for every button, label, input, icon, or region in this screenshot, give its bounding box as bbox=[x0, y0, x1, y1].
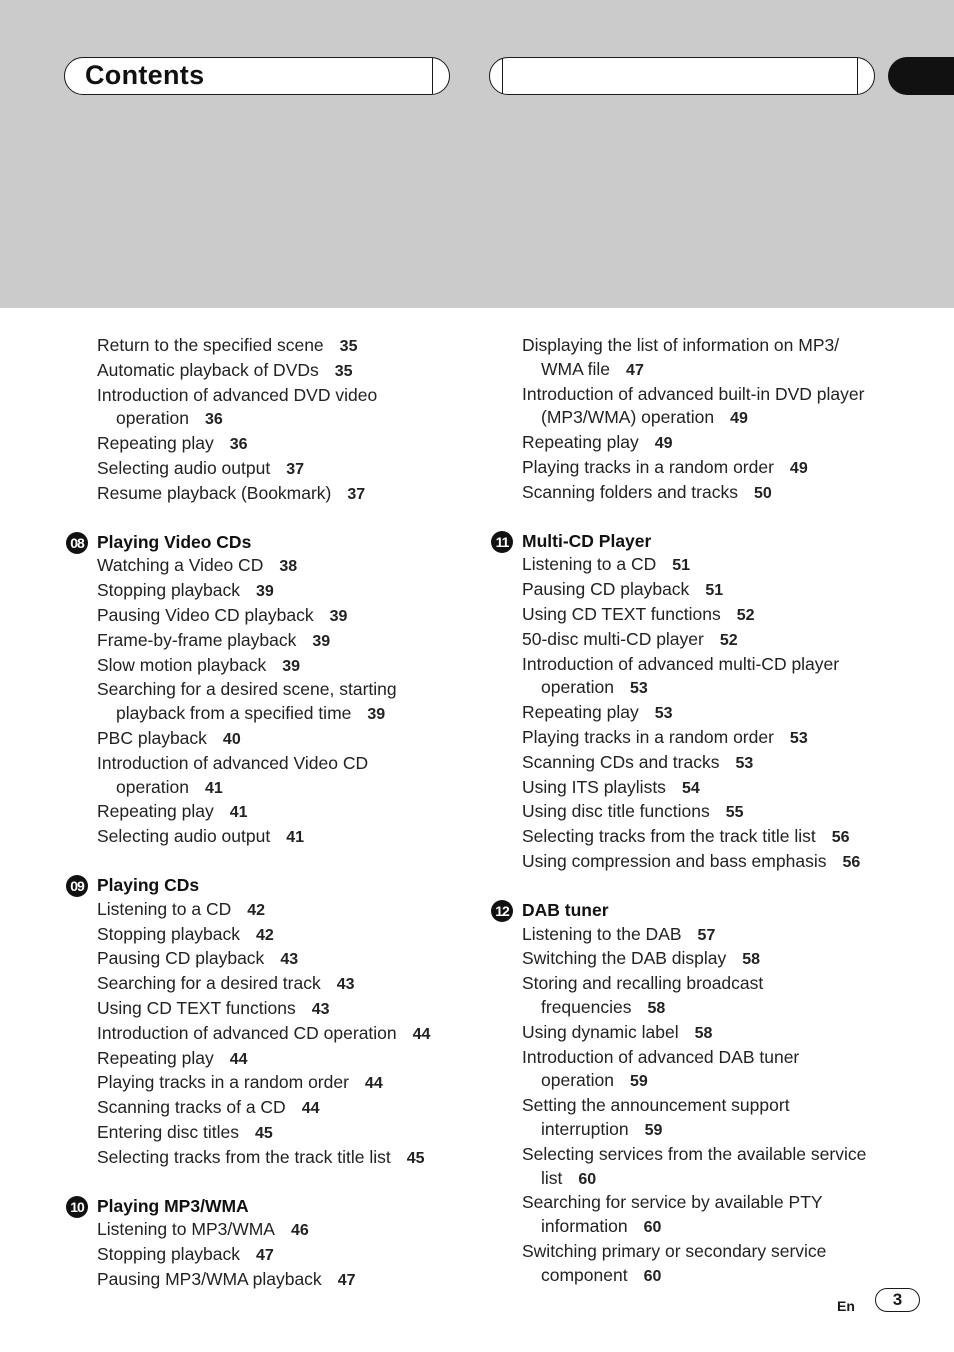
toc-entry-title: Frame-by-frame playback bbox=[97, 629, 297, 650]
toc-entry-title: Pausing MP3/WMA playback bbox=[97, 1268, 322, 1289]
toc-entry-title: Searching for a desired scene, starting bbox=[97, 679, 397, 700]
toc-section bbox=[65, 531, 465, 850]
toc-entry-title: Selecting tracks from the track title list bbox=[522, 826, 816, 847]
toc-entry[interactable] bbox=[65, 727, 465, 752]
toc-entry-title: Return to the specified scene bbox=[97, 335, 324, 355]
section-number-badge: 10 bbox=[66, 1196, 88, 1218]
toc-entry-continuation bbox=[522, 1215, 890, 1240]
toc-page-number: 39 bbox=[367, 706, 386, 724]
toc-page-number: 44 bbox=[229, 1050, 248, 1068]
toc-entry-title: 50-disc multi-CD player bbox=[522, 628, 704, 649]
language-label: En bbox=[837, 1298, 855, 1314]
toc-page-number: 42 bbox=[247, 901, 266, 919]
toc-entry[interactable] bbox=[65, 334, 465, 359]
toc-entry-continuation bbox=[522, 406, 890, 431]
toc-page-number: 37 bbox=[286, 460, 304, 478]
toc-entry-title: Storing and recalling broadcast bbox=[522, 973, 764, 994]
toc-entry[interactable] bbox=[65, 629, 465, 654]
toc-entry-title: list bbox=[541, 1167, 563, 1188]
toc-page-number: 37 bbox=[347, 485, 366, 503]
toc-entry[interactable] bbox=[65, 359, 465, 384]
toc-entry-title: Listening to the DAB bbox=[522, 923, 682, 944]
section-number-badge: 11 bbox=[491, 531, 513, 553]
banner-notch bbox=[432, 58, 449, 94]
section-heading[interactable] bbox=[65, 874, 465, 898]
toc-page-number: 44 bbox=[412, 1025, 431, 1043]
toc-entry[interactable] bbox=[490, 334, 890, 383]
toc-page-number: 51 bbox=[672, 557, 691, 575]
toc-page-number: 58 bbox=[742, 951, 761, 969]
toc-page-number: 43 bbox=[311, 1000, 330, 1018]
toc-entry-title: Listening to MP3/WMA bbox=[97, 1219, 275, 1240]
toc-page-number: 47 bbox=[256, 1247, 274, 1265]
toc-page-number: 45 bbox=[255, 1124, 273, 1142]
toc-entry-title: Scanning tracks of a CD bbox=[97, 1097, 286, 1118]
toc-entry[interactable] bbox=[490, 1046, 890, 1095]
toc-entry-title: Stopping playback bbox=[97, 1244, 241, 1265]
toc-page-number: 49 bbox=[789, 459, 808, 477]
page-number: 3 bbox=[875, 1288, 920, 1312]
toc-entry[interactable] bbox=[65, 579, 465, 604]
toc-entry-title: interruption bbox=[541, 1118, 629, 1139]
toc-entry[interactable] bbox=[65, 457, 465, 482]
banner-notch bbox=[502, 58, 519, 94]
toc-entry[interactable] bbox=[490, 1021, 890, 1046]
toc-entry-continuation bbox=[522, 676, 890, 701]
toc-page-number: 39 bbox=[282, 657, 301, 675]
toc-entry-title: Repeating play bbox=[522, 702, 639, 723]
toc-page-number: 51 bbox=[705, 582, 724, 600]
toc-entry[interactable] bbox=[490, 947, 890, 972]
toc-entry-title: information bbox=[541, 1216, 628, 1237]
toc-page-number: 53 bbox=[654, 705, 673, 723]
toc-entry-title: Using ITS playlists bbox=[522, 776, 666, 797]
toc-page-number: 60 bbox=[643, 1267, 662, 1285]
toc-entry-title: playback from a specified time bbox=[116, 703, 352, 724]
toc-entry-title: Introduction of advanced CD operation bbox=[97, 1022, 397, 1043]
toc-entry[interactable] bbox=[65, 800, 465, 825]
toc-page-number: 43 bbox=[336, 976, 355, 994]
page-title: Contents bbox=[85, 60, 205, 90]
toc-entry-title: Introduction of advanced DAB tuner bbox=[522, 1046, 800, 1067]
toc-entry[interactable] bbox=[65, 482, 465, 507]
toc-entry[interactable] bbox=[490, 553, 890, 578]
toc-entry-title: Selecting tracks from the track title list bbox=[97, 1146, 391, 1167]
toc-entry[interactable] bbox=[65, 972, 465, 997]
toc-entry[interactable] bbox=[65, 384, 465, 433]
toc-entry-title: Listening to a CD bbox=[97, 898, 232, 919]
toc-entry-title: frequencies bbox=[541, 996, 632, 1017]
section-heading[interactable] bbox=[65, 531, 465, 555]
banner-notch bbox=[857, 58, 874, 94]
section-number-badge: 09 bbox=[66, 875, 88, 897]
toc-page-number: 59 bbox=[629, 1073, 648, 1091]
toc-entry[interactable] bbox=[490, 701, 890, 726]
toc-page-number: 55 bbox=[725, 804, 744, 822]
toc-entry-title: operation bbox=[541, 1070, 614, 1091]
toc-entry[interactable] bbox=[490, 628, 890, 653]
toc-section bbox=[65, 874, 465, 1171]
toc-page-number: 50 bbox=[753, 484, 772, 502]
toc-page-number: 44 bbox=[301, 1100, 320, 1118]
toc-page-number: 35 bbox=[334, 362, 353, 380]
toc-entry-title: Resume playback (Bookmark) bbox=[97, 482, 332, 503]
toc-entry[interactable] bbox=[65, 1047, 465, 1072]
toc-entry-title: Searching for a desired track bbox=[97, 973, 321, 994]
toc-entry-title: Introduction of advanced DVD video bbox=[97, 384, 378, 405]
toc-section bbox=[490, 530, 890, 875]
toc-entry-title: Repeating play bbox=[97, 801, 214, 822]
toc-entry[interactable] bbox=[65, 1146, 465, 1171]
toc-entry-title: Selecting audio output bbox=[97, 457, 271, 478]
toc-entry[interactable] bbox=[65, 1121, 465, 1146]
toc-entry[interactable] bbox=[65, 1071, 465, 1096]
toc-entry-title: Searching for service by available PTY bbox=[522, 1192, 823, 1213]
blank-banner bbox=[489, 57, 875, 95]
toc-entry[interactable] bbox=[65, 825, 465, 850]
toc-page-number: 53 bbox=[789, 729, 808, 747]
toc-entry-title: component bbox=[541, 1264, 628, 1285]
section-heading[interactable] bbox=[65, 1195, 465, 1219]
toc-entry[interactable] bbox=[490, 1191, 890, 1240]
toc-page-number: 45 bbox=[406, 1149, 425, 1167]
section-title: Playing Video CDs bbox=[97, 531, 252, 552]
toc-entry-title: Repeating play bbox=[97, 433, 214, 454]
toc-page-number: 39 bbox=[329, 607, 348, 625]
toc-page-number: 57 bbox=[697, 926, 716, 944]
toc-entry-continuation bbox=[522, 358, 890, 383]
toc-entry-title: WMA file bbox=[541, 358, 611, 379]
toc-entry-title: PBC playback bbox=[97, 727, 207, 748]
toc-page-number: 39 bbox=[256, 583, 274, 601]
toc-entry-title: Switching primary or secondary service bbox=[522, 1240, 827, 1261]
toc-entry[interactable] bbox=[490, 825, 890, 850]
toc-entry-title: Introduction of advanced Video CD bbox=[97, 752, 369, 773]
section-tab-marker bbox=[888, 57, 954, 95]
toc-entry-title: Slow motion playback bbox=[97, 654, 267, 675]
toc-entry-title: Introduction of advanced built-in DVD player bbox=[522, 383, 865, 404]
toc-entry[interactable] bbox=[65, 947, 465, 972]
toc-entry[interactable] bbox=[490, 1143, 890, 1192]
toc-page-number: 53 bbox=[629, 680, 648, 698]
toc-entry[interactable] bbox=[65, 1096, 465, 1121]
toc-column-left bbox=[65, 334, 465, 1293]
title-banner bbox=[64, 57, 450, 95]
toc-entry[interactable] bbox=[65, 432, 465, 457]
toc-page-number: 42 bbox=[256, 926, 274, 944]
toc-section bbox=[65, 1195, 465, 1293]
toc-page-number: 60 bbox=[578, 1170, 597, 1188]
toc-entry-title: Entering disc titles bbox=[97, 1121, 240, 1142]
toc-entry-continuation bbox=[522, 1118, 890, 1143]
toc-page-number: 52 bbox=[736, 606, 755, 624]
toc-entry[interactable] bbox=[65, 997, 465, 1022]
toc-entry[interactable] bbox=[65, 898, 465, 923]
toc-page-number: 38 bbox=[279, 558, 298, 576]
toc-entry[interactable] bbox=[490, 850, 890, 875]
toc-entry[interactable] bbox=[490, 603, 890, 628]
toc-page-number: 56 bbox=[831, 829, 850, 847]
section-heading[interactable] bbox=[490, 530, 890, 554]
toc-column-right bbox=[490, 334, 890, 1288]
toc-page-number: 59 bbox=[644, 1121, 663, 1139]
toc-entry-title: Repeating play bbox=[522, 432, 639, 453]
toc-page-number: 47 bbox=[337, 1271, 356, 1289]
toc-entry[interactable] bbox=[65, 1243, 465, 1268]
toc-entry[interactable] bbox=[490, 776, 890, 801]
section-title: Playing CDs bbox=[97, 874, 200, 895]
toc-entry-title: Stopping playback bbox=[97, 580, 241, 601]
toc-entry[interactable] bbox=[490, 1094, 890, 1143]
toc-entry-title: Scanning folders and tracks bbox=[522, 481, 738, 502]
toc-page-number: 41 bbox=[286, 829, 304, 847]
toc-entry[interactable] bbox=[490, 431, 890, 456]
toc-entry-title: Pausing CD playback bbox=[522, 579, 690, 600]
section-number-badge: 08 bbox=[66, 532, 88, 554]
toc-entry[interactable] bbox=[490, 972, 890, 1021]
toc-entry-title: Switching the DAB display bbox=[522, 948, 727, 969]
toc-entry-continuation bbox=[522, 1167, 890, 1192]
toc-entry-title: Scanning CDs and tracks bbox=[522, 751, 720, 772]
section-number-badge: 12 bbox=[491, 900, 513, 922]
section-heading[interactable] bbox=[490, 899, 890, 923]
toc-entry-title: (MP3/WMA) operation bbox=[541, 407, 715, 428]
toc-entry[interactable] bbox=[490, 1240, 890, 1289]
toc-page-number: 49 bbox=[730, 410, 748, 428]
toc-entry-title: Displaying the list of information on MP3/ bbox=[522, 335, 840, 355]
toc-page-number: 35 bbox=[339, 338, 358, 355]
toc-entry[interactable] bbox=[490, 923, 890, 948]
toc-entry-title: Using disc title functions bbox=[522, 801, 710, 822]
toc-entry-title: Playing tracks in a random order bbox=[522, 726, 774, 747]
toc-entry[interactable] bbox=[490, 800, 890, 825]
toc-page-number: 46 bbox=[290, 1222, 309, 1240]
toc-page-number: 44 bbox=[364, 1075, 383, 1093]
section-title: Playing MP3/WMA bbox=[97, 1195, 249, 1216]
toc-entry[interactable] bbox=[65, 554, 465, 579]
toc-entry[interactable] bbox=[490, 578, 890, 603]
toc-page-number: 43 bbox=[280, 951, 299, 969]
toc-entry[interactable] bbox=[490, 726, 890, 751]
toc-entry-title: Stopping playback bbox=[97, 923, 241, 944]
toc-section bbox=[490, 899, 890, 1289]
toc-entry-continuation bbox=[97, 407, 465, 432]
toc-entry[interactable] bbox=[490, 653, 890, 702]
toc-page-number: 36 bbox=[229, 436, 248, 454]
toc-entry-title: Using compression and bass emphasis bbox=[522, 850, 827, 871]
toc-page-number: 60 bbox=[643, 1219, 662, 1237]
toc-entry-title: Watching a Video CD bbox=[97, 555, 264, 576]
toc-entry-title: Playing tracks in a random order bbox=[522, 456, 774, 477]
toc-entry[interactable] bbox=[65, 678, 465, 727]
toc-entry-title: Selecting audio output bbox=[97, 826, 271, 847]
toc-entry-continuation bbox=[522, 996, 890, 1021]
toc-page-number: 54 bbox=[681, 779, 700, 797]
toc-page-number: 39 bbox=[312, 632, 331, 650]
toc-entry[interactable] bbox=[65, 1218, 465, 1243]
header-band bbox=[0, 0, 954, 308]
toc-page-number: 58 bbox=[694, 1024, 713, 1042]
toc-entry[interactable] bbox=[65, 1268, 465, 1293]
toc-entry-title: Using CD TEXT functions bbox=[97, 997, 296, 1018]
toc-page-number: 56 bbox=[842, 853, 861, 871]
toc-entry[interactable] bbox=[490, 383, 890, 432]
toc-entry-continuation bbox=[97, 702, 465, 727]
toc-entry[interactable] bbox=[65, 604, 465, 629]
toc-entry[interactable] bbox=[490, 481, 890, 506]
section-title: Multi-CD Player bbox=[522, 530, 652, 551]
toc-entry-title: Using dynamic label bbox=[522, 1021, 679, 1042]
toc-page-number: 58 bbox=[647, 999, 666, 1017]
toc-entry[interactable] bbox=[65, 923, 465, 948]
toc-page-number: 41 bbox=[229, 804, 248, 822]
toc-entry-title: Repeating play bbox=[97, 1047, 214, 1068]
toc-entry-title: Selecting services from the available service bbox=[522, 1143, 867, 1164]
toc-entry-title: Setting the announcement support bbox=[522, 1095, 790, 1116]
toc-entry-title: operation bbox=[541, 677, 614, 698]
toc-page-number: 47 bbox=[626, 361, 644, 379]
toc-entry-title: Introduction of advanced multi-CD player bbox=[522, 653, 840, 674]
toc-entry-title: Playing tracks in a random order bbox=[97, 1072, 349, 1093]
toc-entry-title: Pausing Video CD playback bbox=[97, 604, 314, 625]
toc-entry[interactable] bbox=[65, 752, 465, 801]
toc-entry[interactable] bbox=[490, 456, 890, 481]
toc-page-number: 53 bbox=[735, 754, 754, 772]
toc-page-number: 52 bbox=[719, 631, 738, 649]
toc-entry[interactable] bbox=[490, 751, 890, 776]
toc-entry-title: Automatic playback of DVDs bbox=[97, 359, 319, 380]
toc-entry-continuation bbox=[522, 1069, 890, 1094]
toc-page-number: 40 bbox=[222, 730, 241, 748]
toc-page-number: 49 bbox=[654, 435, 673, 453]
toc-entry[interactable] bbox=[65, 1022, 465, 1047]
toc-entry-continuation bbox=[522, 1264, 890, 1289]
toc-entry-title: operation bbox=[116, 408, 189, 429]
toc-entry-title: Listening to a CD bbox=[522, 554, 657, 575]
toc-entry-title: Using CD TEXT functions bbox=[522, 603, 721, 624]
toc-entry-title: operation bbox=[116, 776, 189, 797]
toc-entry[interactable] bbox=[65, 654, 465, 679]
toc-entry-continuation bbox=[97, 776, 465, 801]
section-title: DAB tuner bbox=[522, 899, 609, 920]
toc-page-number: 41 bbox=[204, 779, 223, 797]
toc-entry-title: Pausing CD playback bbox=[97, 948, 265, 969]
toc-page-number: 36 bbox=[204, 411, 223, 429]
